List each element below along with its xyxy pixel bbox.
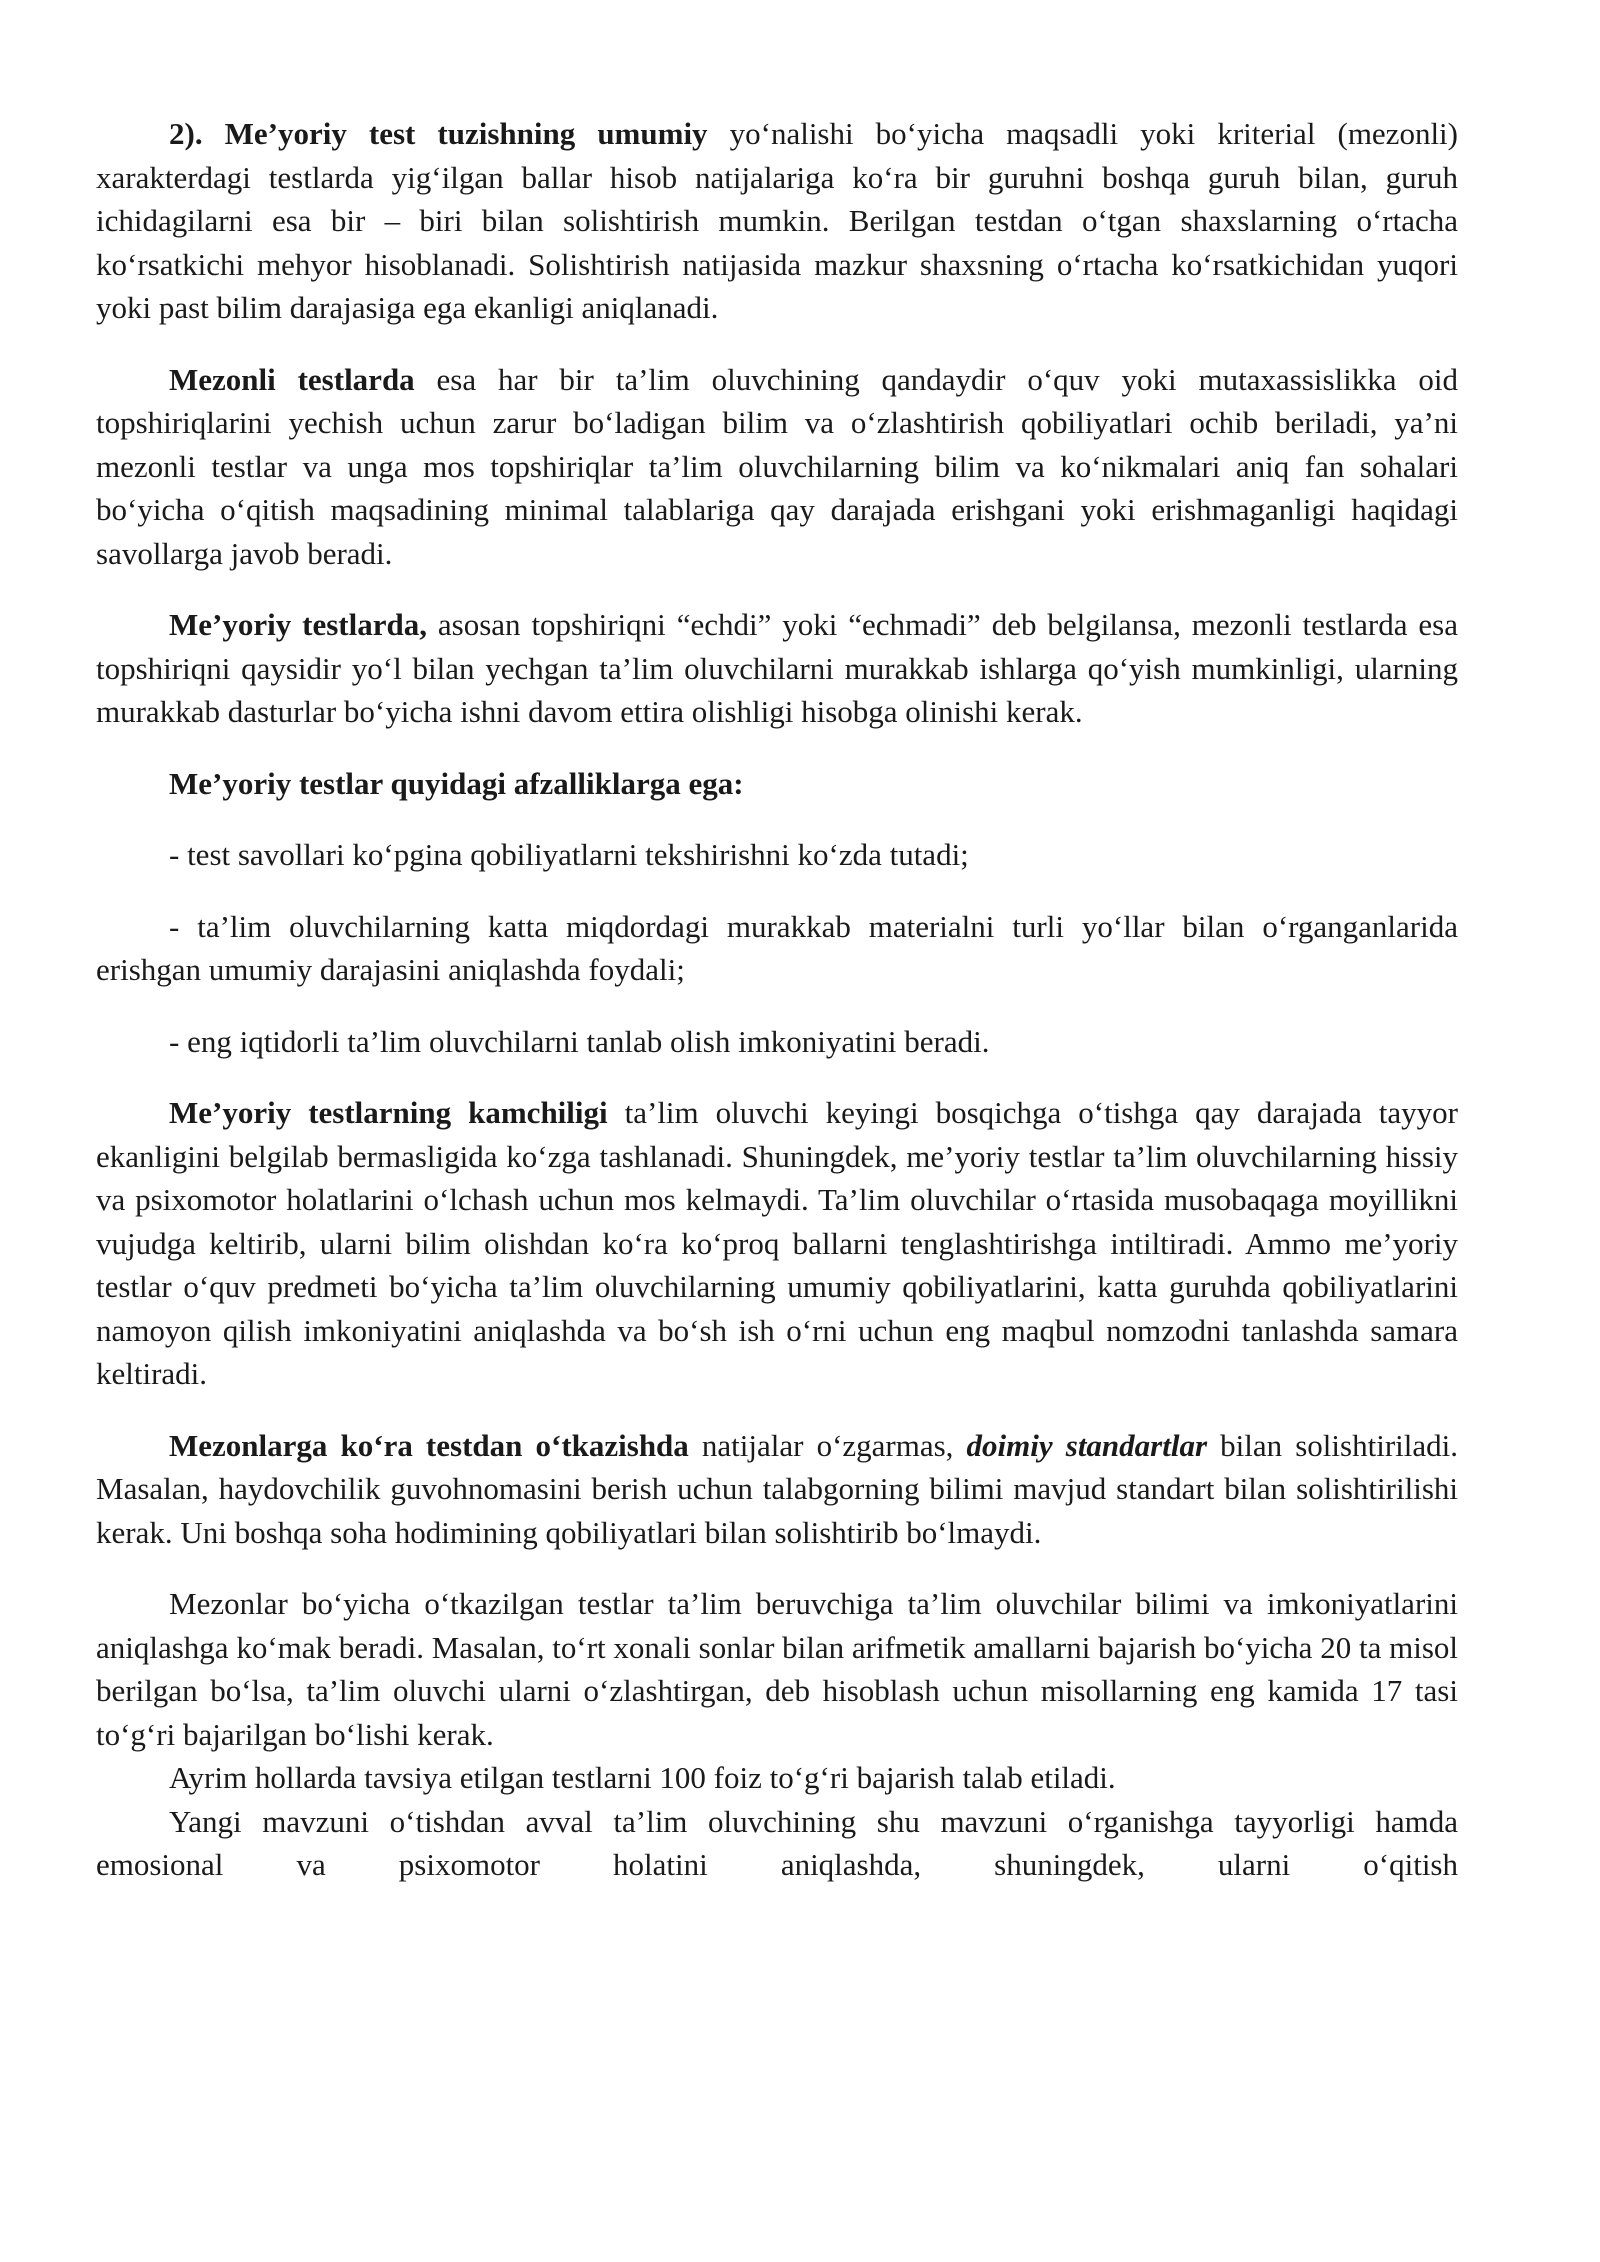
list-item: - test savollari ko‘pgina qobiliyatlarni tekshirishni ko‘zda tutadi; — [169, 837, 969, 872]
paragraph-lead: Me’yoriy testlarning kamchiligi — [169, 1095, 608, 1130]
paragraph-normative-test-general — [96, 112, 1458, 330]
paragraph-criterion-example: Mezonlar bo‘yicha o‘tkazilgan testlar ta’lim beruvchiga ta’lim oluvchilar bilimi va imkoniyatlarini aniqlashga ko‘mak beradi. Masalan, to‘rt xonali sonlar bilan arifmetik amallarni bajarish bo‘yicha 20 ta misol berilgan bo‘lsa, ta’lim oluvchi ularni o‘zlashtirgan, deb hisoblash uchun misollarning eng kamida 17 tasi to‘g‘ri bajarilgan bo‘lishi kerak. — [96, 1586, 1458, 1752]
paragraph-criterion-tests — [96, 358, 1458, 576]
paragraph-text: bilan solishtiriladi. Masalan, haydovchilik guvohnomasini berish uchun talabgorning bilimi mavjud standart bilan solishtirilishi kerak. Uni boshqa soha hodimining qobiliyatlari bilan solishtirib bo‘lmaydi. — [96, 1427, 1458, 1550]
document-page — [96, 112, 1458, 1887]
paragraph-text: yo‘nalishi bo‘yicha maqsadli yoki kriterial (mezonli) xarakterdagi testlarda yig‘ilgan ballar hisob natijalariga ko‘ra bir guruhni boshqa guruh bilan, guruh ichidagilarni esa bir – biri bilan solishtirish mumkin. Berilgan testdan o‘tgan shaxslarning o‘rtacha ko‘rsatkichi mehyor hisoblanadi. Solishtirish natijasida mazkur shaxsning o‘rtacha ko‘rsatkichidan yuqori yoki past bilim darajasiga ega ekanligi aniqlanadi. — [96, 116, 1458, 325]
paragraph-text: asosan topshiriqni “echdi” yoki “echmadi” deb belgilansa, mezonli testlarda esa topshiriqni qaysidir yo‘l bilan yechgan ta’lim oluvchilarni murakkab ishlarga qo‘yish mumkinligi, ularning murakkab dasturlar bo‘yicha ishni davom ettira olishligi hisobga olinishi kerak. — [96, 607, 1459, 729]
section-heading: Me’yoriy testlar quyidagi afzalliklarga ega: — [169, 765, 744, 801]
paragraph-lead: 2). Me’yoriy test tuzishning umumiy — [169, 116, 708, 151]
paragraph-criterion-testing — [96, 1424, 1458, 1555]
advantages-heading — [96, 762, 1458, 806]
paragraph-full-completion: Ayrim hollarda tavsiya etilgan testlarni 100 foiz to‘g‘ri bajarish talab etiladi. — [169, 1760, 1116, 1795]
paragraph-lead: Mezonli testlarda — [169, 361, 415, 397]
paragraph-normative-drawbacks — [96, 1091, 1458, 1396]
paragraph-text: esa har bir ta’lim oluvchining qandaydir o‘quv yoki mutaxassislikka oid topshiriqlarini yechish uchun zarur bo‘ladigan bilim va o‘zlashtirish qobiliyatlari ochib beriladi, ya’ni mezonli testlar va unga mos topshiriqlar ta’lim oluvchilarning bilim va ko‘nikmalari aniq fan sohalari bo‘yicha o‘qitish maqsadining minimal talablariga qay darajada erishgani yoki erishmaganligi haqidagi savollarga javob beradi. — [96, 361, 1458, 571]
paragraph-new-topic: Yangi mavzuni o‘tishdan avval ta’lim oluvchining shu mavzuni o‘rganishga tayyorligi hamda emosional va psixomotor holatini aniqlashda, shuningdek, ularni o‘qitish — [96, 1803, 1458, 1882]
paragraph-lead: Mezonlarga ko‘ra testdan o‘tkazishda — [169, 1427, 689, 1463]
emphasis-text: doimiy standartlar — [966, 1427, 1208, 1463]
paragraph-text: ta’lim oluvchi keyingi bosqichga o‘tishga qay darajada tayyor ekanligini belgilab bermasligida ko‘zga tashlanadi. Shuningdek, me’yoriy testlar ta’lim oluvchilarning hissiy va psixomotor holatlarini o‘lchash uchun mos kelmaydi. Ta’lim oluvchilar o‘rtasida musobaqaga moyillikni vujudga keltirib, ularni bilim olishdan ko‘ra ko‘proq ballarni tenglashtirishga intiltiradi. Ammo me’yoriy testlar o‘quv predmeti bo‘yicha ta’lim oluvchilarning umumiy qobiliyatlarini, katta guruhda qobiliyatlarini namoyon qilish imkoniyatini aniqlashda va bo‘sh ish o‘rni uchun eng maqbul nomzodni tanlashda samara keltiradi. — [96, 1095, 1459, 1391]
list-item: - eng iqtidorli ta’lim oluvchilarni tanlab olish imkoniyatini beradi. — [169, 1023, 990, 1059]
paragraph-mid: natijalar o‘zgarmas, — [688, 1427, 967, 1463]
list-item: - ta’lim oluvchilarning katta miqdordagi murakkab materialni turli yo‘llar bilan o‘rganganlarida erishgan umumiy darajasini aniqlashda foydali; — [96, 908, 1458, 987]
paragraph-normative-tests — [96, 603, 1458, 734]
paragraph-lead: Me’yoriy testlarda, — [169, 607, 427, 642]
